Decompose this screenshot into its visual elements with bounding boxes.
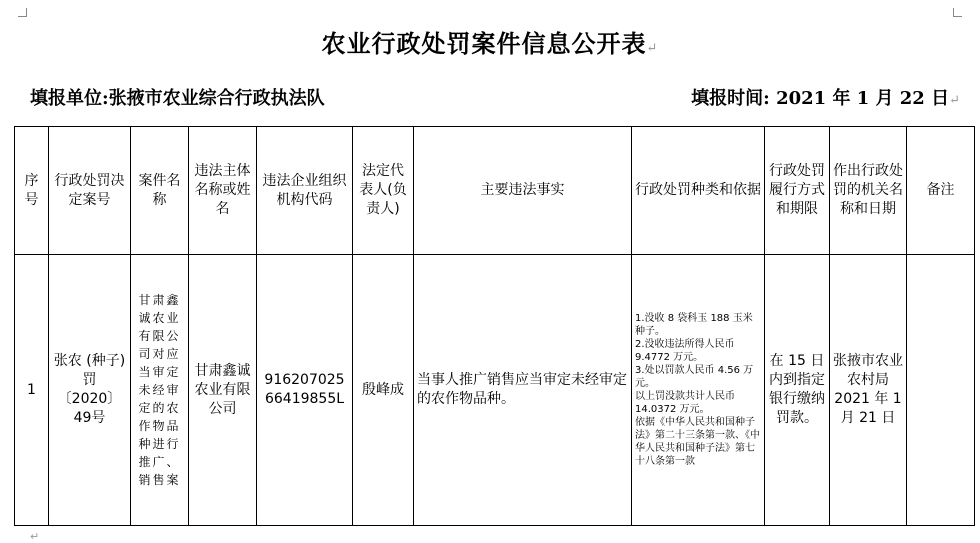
cell-subject: 甘肃鑫诚农业有限公司 bbox=[189, 255, 257, 526]
cell-execution: 在 15 日内到指定银行缴纳罚款。 bbox=[765, 255, 830, 526]
margin-corner-top-right bbox=[953, 8, 962, 17]
penalty-line: 依据《中华人民共和国种子法》第二十三条第一款、《中华人民共和国种子法》第七十八条第一款 bbox=[635, 417, 760, 467]
cell-legal-rep: 殷峰成 bbox=[353, 255, 414, 526]
cell-facts: 当事人推广销售应当审定未经审定的农作物品种。 bbox=[414, 255, 632, 526]
header-case-name: 案件名称 bbox=[131, 127, 189, 255]
paragraph-mark-icon: ↵ bbox=[646, 41, 659, 56]
penalty-line: 1.没收 8 袋科玉 188 玉米种子。 bbox=[635, 313, 753, 337]
cell-penalty bbox=[632, 255, 765, 526]
penalty-line: 2.没收违法所得人民币 9.4772 万元。 bbox=[635, 339, 735, 363]
page-title: 农业行政处罚案件信息公开表↵ bbox=[321, 29, 659, 58]
header-index: 序号 bbox=[15, 127, 49, 255]
penalty-info-table bbox=[14, 126, 975, 526]
penalty-line: 以上罚没款共计人民币 14.0372 万元。 bbox=[635, 391, 735, 415]
table-header-row bbox=[15, 127, 975, 255]
header-penalty: 行政处罚种类和依据 bbox=[632, 127, 765, 255]
penalty-line: 3.处以罚款人民币 4.56 万元。 bbox=[635, 365, 754, 389]
header-case-no: 行政处罚决定案号 bbox=[49, 127, 131, 255]
paragraph-mark-icon: ↵ bbox=[30, 530, 40, 543]
header-authority: 作出行政处罚的机关名称和日期 bbox=[830, 127, 907, 255]
header-execution: 行政处罚履行方式和期限 bbox=[765, 127, 830, 255]
header-remark: 备注 bbox=[907, 127, 975, 255]
table-row bbox=[15, 255, 975, 526]
reporting-unit: 填报单位:张掖市农业综合行政执法队 bbox=[30, 88, 325, 109]
margin-corner-top-left bbox=[18, 8, 27, 17]
reporting-date: 填报时间: 2021 年 1 月 22 日↵ bbox=[691, 88, 960, 109]
cell-case-name: 甘肃鑫诚农业有限公司对应当审定未经审定的农作物品种进行推广、销售案 bbox=[131, 255, 189, 526]
cell-remark bbox=[907, 255, 975, 526]
header-org-code: 违法企业组织机构代码 bbox=[257, 127, 353, 255]
cell-case-no: 张农 (种子)罚 〔2020〕49号 bbox=[49, 255, 131, 526]
cell-authority: 张掖市农业农村局 2021 年 1 月 21 日 bbox=[830, 255, 907, 526]
header-legal-rep: 法定代表人(负责人) bbox=[353, 127, 414, 255]
header-facts: 主要违法事实 bbox=[414, 127, 632, 255]
cell-org-code: 91620702566419855L bbox=[257, 255, 353, 526]
cell-index: 1 bbox=[15, 255, 49, 526]
header-subject: 违法主体名称或姓名 bbox=[189, 127, 257, 255]
paragraph-mark-icon: ↵ bbox=[949, 93, 960, 108]
